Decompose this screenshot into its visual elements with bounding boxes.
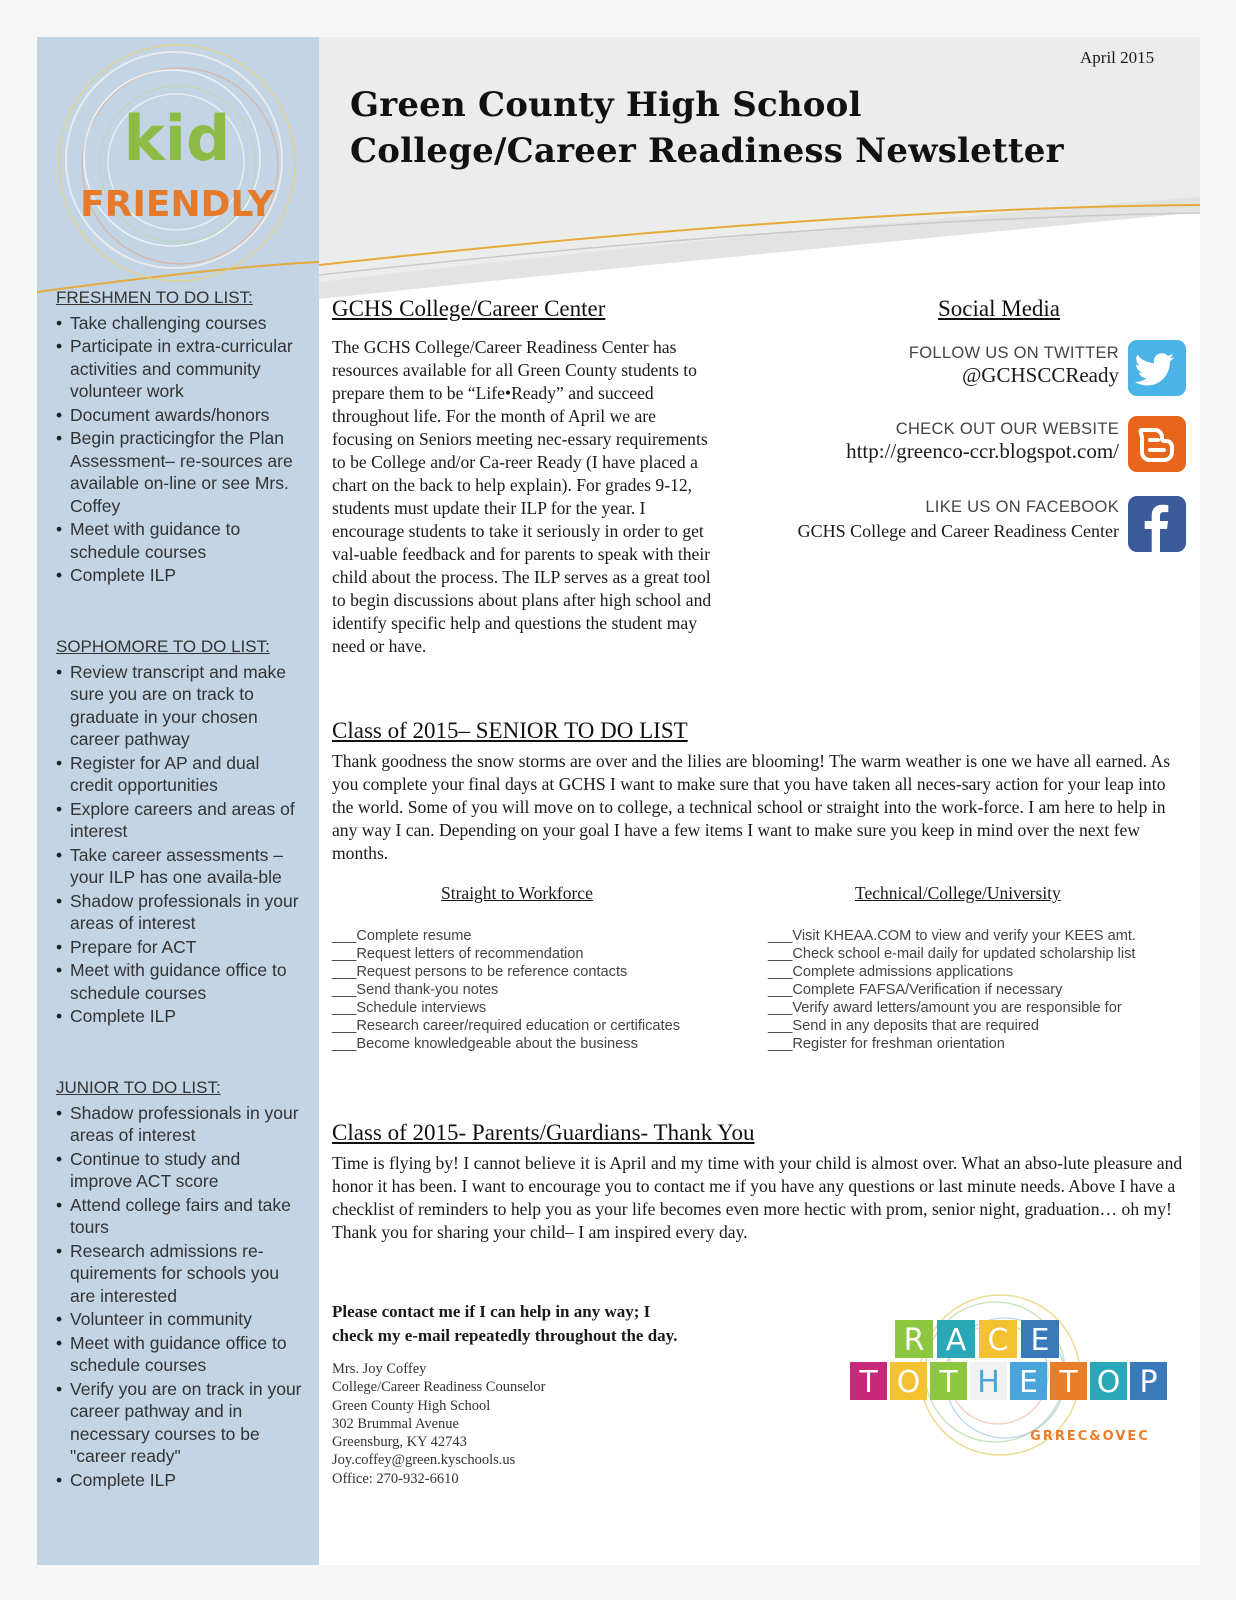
list-item: • Explore careers and areas of interest	[56, 798, 304, 843]
workforce-heading: Straight to Workforce	[441, 883, 593, 903]
list-item: • Begin practicingfor the Plan Assessment– re-sources are available on-line or see Mrs. Coffey	[56, 427, 304, 517]
list-item: • Participate in extra-curricular activities and community volunteer work	[56, 335, 304, 403]
contact-note-line-1: Please contact me if I can help in any way; I	[332, 1302, 651, 1321]
contact-note	[332, 1300, 678, 1348]
svg-text:T: T	[1059, 1365, 1078, 1400]
checklist-item: ___ Complete resume	[332, 927, 680, 945]
race-letter-tile	[1090, 1362, 1127, 1400]
checklist-item: ___ Complete admissions applications	[768, 963, 1136, 981]
center-heading: GCHS College/Career Center	[332, 296, 606, 321]
twitter-handle[interactable]: @GCHSCCReady	[961, 363, 1119, 387]
list-item: • Review transcript and make sure you are on track to graduate in your chosen career pathway	[56, 661, 304, 751]
website-block[interactable]	[846, 420, 1119, 464]
list-item: • Take career assessments – your ILP has one availa-ble	[56, 844, 304, 889]
list-item: • Take challenging courses	[56, 312, 304, 335]
contact-email[interactable]: Joy.coffey@green.kyschools.us	[332, 1452, 516, 1469]
list-item: • Research admissions re-quirements for schools you are interested	[56, 1240, 304, 1308]
checklist-item: ___ Schedule interviews	[332, 999, 680, 1017]
contact-school: Green County High School	[332, 1397, 491, 1414]
friendly-word: FRIENDLY	[80, 184, 274, 225]
list-item: • Complete ILP	[56, 1469, 304, 1492]
facebook-block[interactable]	[798, 498, 1119, 542]
grrec-ovec-label: GRREC&OVEC	[1030, 1429, 1150, 1444]
freshmen-list	[56, 312, 304, 587]
race-letter-tile	[979, 1320, 1017, 1358]
kid-word: kid	[123, 102, 231, 175]
list-item: • Prepare for ACT	[56, 936, 304, 959]
contact-note-line-2: check my e-mail repeatedly throughout the day.	[332, 1326, 678, 1345]
facebook-name[interactable]: GCHS College and Career Readiness Center	[797, 521, 1119, 541]
senior-heading: Class of 2015– SENIOR TO DO LIST	[332, 718, 688, 743]
junior-list	[56, 1102, 304, 1492]
facebook-icon[interactable]	[1128, 496, 1186, 552]
checklist-item: ___ Research career/required education or certificates	[332, 1017, 680, 1035]
list-item: • Shadow professionals in your areas of interest	[56, 1102, 304, 1147]
checklist-item: ___ Verify award letters/amount you are responsible for	[768, 999, 1136, 1017]
twitter-block[interactable]	[909, 344, 1119, 388]
contact-street: 302 Brummal Avenue	[332, 1415, 459, 1432]
checklist-item: ___ Become knowledgeable about the business	[332, 1035, 680, 1053]
blogger-icon[interactable]	[1128, 416, 1186, 472]
svg-text:E: E	[1030, 1323, 1050, 1358]
website-label: CHECK OUT OUR WEBSITE	[895, 420, 1119, 438]
svg-text:R: R	[903, 1323, 925, 1358]
svg-text:H: H	[977, 1365, 1000, 1400]
list-item: • Meet with guidance office to schedule courses	[56, 959, 304, 1004]
workforce-checklist	[332, 927, 680, 1053]
race-letter-tile	[850, 1362, 887, 1400]
checklist-item: ___ Check school e-mail daily for updated scholarship list	[768, 945, 1136, 963]
list-item: • Complete ILP	[56, 564, 304, 587]
checklist-item: ___ Request letters of recommendation	[332, 945, 680, 963]
twitter-label: FOLLOW US ON TWITTER	[908, 344, 1119, 362]
facebook-label: LIKE US ON FACEBOOK	[925, 498, 1119, 516]
checklist-item: ___ Visit KHEAA.COM to view and verify your KEES amt.	[768, 927, 1136, 945]
list-item: • Attend college fairs and take tours	[56, 1194, 304, 1239]
svg-text:P: P	[1139, 1365, 1158, 1400]
contact-name: Mrs. Joy Coffey	[332, 1361, 427, 1377]
list-item: • Complete ILP	[56, 1005, 304, 1028]
list-item: • Shadow professionals in your areas of interest	[56, 890, 304, 935]
checklist-item: ___ Send thank-you notes	[332, 981, 680, 999]
race-to-the-top-logo	[850, 1290, 1190, 1460]
website-url[interactable]: http://greenco-ccr.blogspot.com/	[846, 439, 1119, 463]
checklist-item: ___ Request persons to be reference contacts	[332, 963, 680, 981]
race-letter-tile	[937, 1320, 975, 1358]
freshmen-heading: FRESHMEN TO DO LIST:	[56, 288, 253, 307]
race-letter-tile	[1050, 1362, 1087, 1400]
newsletter-title	[350, 82, 1064, 174]
svg-text:C: C	[987, 1323, 1009, 1358]
title-line-2: College/Career Readiness Newsletter	[350, 131, 1064, 171]
checklist-item: ___ Complete FAFSA/Verification if necessary	[768, 981, 1136, 999]
race-letter-tile	[930, 1362, 967, 1400]
checklist-item: ___ Send in any deposits that are required	[768, 1017, 1136, 1035]
race-letter-tile	[970, 1362, 1007, 1400]
junior-heading: JUNIOR TO DO LIST:	[56, 1078, 221, 1097]
sophomore-section	[56, 636, 304, 1029]
contact-city: Greensburg, KY 42743	[332, 1434, 467, 1451]
race-letter-tile	[895, 1320, 933, 1358]
svg-text:A: A	[945, 1323, 967, 1358]
list-item: • Continue to study and improve ACT score	[56, 1148, 304, 1193]
race-letter-tile	[1130, 1362, 1167, 1400]
list-item: • Meet with guidance to schedule courses	[56, 518, 304, 563]
svg-text:E: E	[1019, 1365, 1038, 1400]
twitter-icon[interactable]	[1128, 340, 1186, 396]
race-letter-tile	[890, 1362, 927, 1400]
list-item: • Register for AP and dual credit opportunities	[56, 752, 304, 797]
svg-text:O: O	[896, 1365, 921, 1400]
list-item: • Document awards/honors	[56, 404, 304, 427]
kid-friendly-logo	[46, 38, 308, 288]
issue-date: April 2015	[1080, 48, 1155, 67]
checklist-item: ___ Register for freshman orientation	[768, 1035, 1136, 1053]
contact-block	[332, 1360, 545, 1488]
race-letter-tile	[1010, 1362, 1047, 1400]
contact-phone: Office: 270-932-6610	[332, 1470, 459, 1487]
college-heading: Technical/College/University	[855, 883, 1061, 903]
parents-body: Time is flying by! I cannot believe it is April and my time with your child is almost over. What an abso-lute pleasure and honor it has been. I want to encourage you to contact me if you have any questions or last minute needs. Above I have a checklist of reminders to help you as your life becomes even more hectic with prom, senior night, graduation… oh my! Thank you for sharing your child– I am inspired every day.	[332, 1153, 1183, 1242]
junior-section	[56, 1077, 304, 1492]
center-body: The GCHS College/Career Readiness Center has resources available for all Green County students to prepare them to be “Life•Ready” and succeed throughout life. For the month of April we are focusing on Seniors meeting nec-essary requirements to be College and/or Ca-reer Ready (I have placed a chart on the back to help explain). For grades 9-12, students must update their ILP for the year. I encourage students to take it seriously in order to get val-uable feedback and for parents to speak with their child about the process. The ILP serves as a great tool to begin discussions about plans after high school and identify specific help and questions the student may need or have.	[332, 337, 712, 656]
contact-title: College/Career Readiness Counselor	[332, 1379, 546, 1396]
svg-text:T: T	[859, 1365, 878, 1400]
college-checklist	[768, 927, 1136, 1053]
race-letter-tile	[1021, 1320, 1059, 1358]
list-item: • Verify you are on track in your career pathway and in necessary courses to be "career ready"	[56, 1378, 304, 1468]
parents-heading: Class of 2015- Parents/Guardians- Thank You	[332, 1120, 755, 1145]
svg-text:T: T	[939, 1365, 958, 1400]
svg-text:O: O	[1096, 1365, 1121, 1400]
list-item: • Meet with guidance office to schedule courses	[56, 1332, 304, 1377]
senior-body: Thank goodness the snow storms are over and the lilies are blooming! The warm weather is one we have all earned. As you complete your final days at GCHS I want to make sure that you have taken all neces-sary action for your leap into the world. Some of you will move on to college, a technical school or straight into the work-force. I am here to help in any way I can. Depending on your goal I have a few items I want to make sure you keep in mind over the next few months.	[332, 751, 1171, 863]
sophomore-list	[56, 661, 304, 1028]
list-item: • Volunteer in community	[56, 1308, 304, 1331]
social-heading: Social Media	[938, 296, 1060, 321]
freshmen-section	[56, 287, 304, 588]
sophomore-heading: SOPHOMORE TO DO LIST:	[56, 637, 270, 656]
title-line-1: Green County High School	[350, 85, 862, 125]
